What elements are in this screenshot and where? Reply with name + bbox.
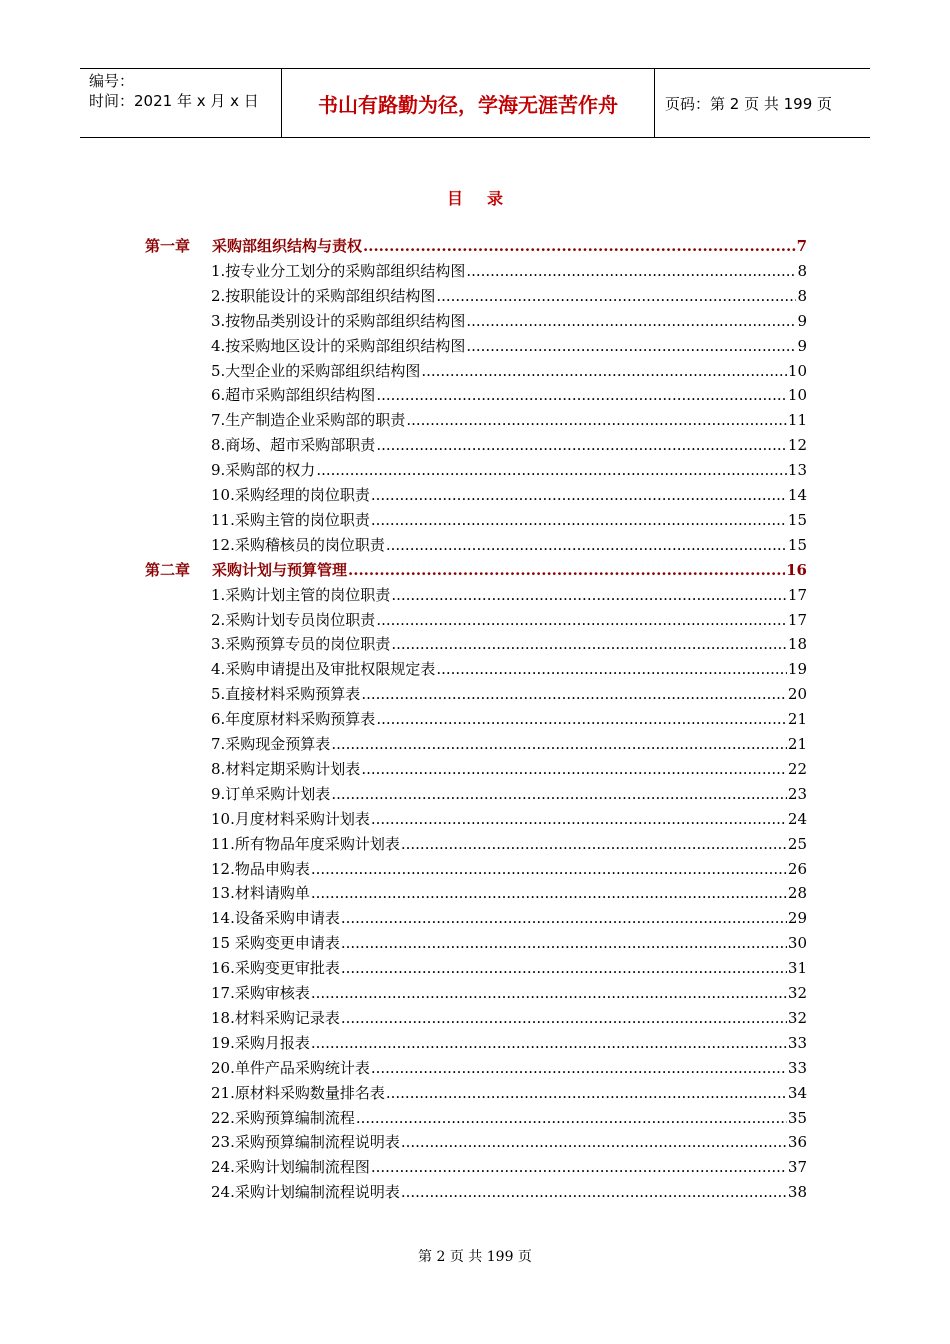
toc-item-row[interactable]: [211, 408, 807, 433]
dot-leader: [311, 857, 787, 882]
toc-item-label: 12.物品申购表: [211, 859, 310, 878]
toc-page-number: 10: [787, 386, 807, 405]
dot-leader: [466, 334, 796, 359]
toc-chapter-label: [145, 558, 347, 583]
toc-chapter-label: [145, 234, 362, 259]
toc-page-number: 17: [787, 610, 807, 629]
toc-item-label: 10.月度材料采购计划表: [211, 809, 370, 828]
dot-leader: [371, 1056, 787, 1081]
dot-leader: [316, 458, 787, 483]
dot-leader: [401, 1180, 787, 1205]
toc-item-label: 6.年度原材料采购预算表: [211, 710, 376, 729]
toc-page-number: 19: [787, 660, 807, 679]
toc-item-label: 9.采购部的权力: [211, 461, 316, 480]
time-label: 时间：2021 年 x 月 x 日: [89, 92, 259, 110]
dot-leader: [466, 259, 796, 284]
toc-item-label: 17.采购审核表: [211, 984, 310, 1002]
toc-item-row[interactable]: [211, 259, 807, 284]
toc-item-row[interactable]: [211, 981, 807, 1006]
dot-leader: [311, 1031, 787, 1056]
toc-page-number: 26: [787, 859, 807, 878]
toc-page-number: 38: [787, 1183, 807, 1202]
toc-item-row[interactable]: [211, 1155, 807, 1180]
dot-leader: [386, 1081, 787, 1106]
toc-page-number: 29: [787, 909, 807, 928]
toc-item-label: 7.生产制造企业采购部的职责: [211, 411, 406, 430]
toc-item-row[interactable]: [211, 508, 807, 533]
toc-item-label: 15 采购变更申请表: [211, 934, 340, 953]
toc-item-row[interactable]: [211, 707, 807, 732]
toc-chapter-row[interactable]: [145, 234, 807, 259]
toc-item-label: 11.所有物品年度采购计划表: [211, 834, 400, 853]
toc-page-number: 35: [787, 1108, 807, 1127]
toc-item-label: 5.大型企业的采购部组织结构图: [211, 361, 421, 380]
toc-item-label: 1.按专业分工划分的采购部组织结构图: [211, 261, 466, 280]
toc-page-number: 23: [787, 784, 807, 803]
toc-page-number: 9: [797, 311, 807, 330]
toc-item-row[interactable]: [211, 1130, 807, 1155]
toc-page-number: 13: [787, 461, 807, 480]
toc-item-row[interactable]: [211, 956, 807, 981]
toc-item-row[interactable]: [211, 1180, 807, 1205]
dot-leader: [401, 832, 787, 857]
toc-page-number: 33: [787, 1058, 807, 1077]
toc-page-number: 37: [787, 1158, 807, 1177]
toc-item-row[interactable]: [211, 1006, 807, 1031]
toc-item-label: 4.采购申请提出及审批权限规定表: [211, 660, 436, 679]
toc-item-label: 8.商场、超市采购部职责: [211, 436, 376, 455]
toc-item-label: 7.采购现金预算表: [211, 735, 331, 753]
toc-page-number: 24: [787, 809, 807, 828]
dot-leader: [436, 657, 787, 682]
toc-item-row[interactable]: [211, 757, 807, 782]
dot-leader: [341, 931, 787, 956]
toc-item-row[interactable]: [211, 433, 807, 458]
dot-leader: [421, 359, 787, 384]
dot-leader: [391, 632, 787, 657]
toc-item-row[interactable]: [211, 608, 807, 633]
dot-leader: [376, 608, 787, 633]
header-page-info: 页码：第 2 页 共 199 页: [665, 94, 833, 113]
toc-item-label: 5.直接材料采购预算表: [211, 685, 361, 704]
toc-page-number: 9: [797, 336, 807, 355]
dot-leader: [376, 707, 787, 732]
toc-page-number: 11: [787, 411, 807, 430]
dot-leader: [466, 309, 796, 334]
toc-item-row[interactable]: [211, 632, 807, 657]
toc-page-number: 10: [787, 361, 807, 380]
toc-page-number: 8: [797, 286, 807, 305]
dot-leader: [331, 732, 787, 757]
toc-item-label: 6.超市采购部组织结构图: [211, 386, 376, 405]
toc-page-number: 34: [787, 1083, 807, 1102]
toc-item-label: 2.采购计划专员岗位职责: [211, 610, 376, 629]
toc-page-number: 20: [787, 685, 807, 704]
dot-leader: [371, 807, 787, 832]
toc-item-row[interactable]: [211, 807, 807, 832]
dot-leader: [363, 234, 796, 259]
dot-leader: [376, 383, 787, 408]
toc-item-row[interactable]: [211, 782, 807, 807]
dot-leader: [341, 906, 787, 931]
dot-leader: [311, 881, 787, 906]
toc-chapter-title: 采购计划与预算管理: [212, 560, 348, 579]
toc-item-label: 11.采购主管的岗位职责: [211, 510, 370, 529]
toc-item-row[interactable]: [211, 533, 807, 558]
dot-leader: [341, 1006, 787, 1031]
toc-page-number: 36: [787, 1133, 807, 1152]
toc-page-number: 31: [787, 959, 807, 978]
toc-page-number: 21: [787, 735, 807, 753]
toc-page-number: 28: [787, 884, 807, 903]
toc-item-row[interactable]: [211, 284, 807, 309]
dot-leader: [391, 583, 787, 608]
toc-item-label: 20.单件产品采购统计表: [211, 1058, 370, 1077]
toc-item-row[interactable]: [211, 906, 807, 931]
toc-page-number: 32: [787, 984, 807, 1002]
toc-item-label: 21.原材料采购数量排名表: [211, 1083, 385, 1102]
toc-item-label: 22.采购预算编制流程: [211, 1108, 355, 1127]
dot-leader: [406, 408, 787, 433]
toc-item-row[interactable]: [211, 931, 807, 956]
toc-title: 目录: [446, 189, 527, 208]
toc-item-row[interactable]: [211, 359, 807, 384]
toc-item-label: 14.设备采购申请表: [211, 909, 340, 928]
toc-page-number: 16: [786, 560, 807, 579]
toc-item-label: 1.采购计划主管的岗位职责: [211, 585, 391, 604]
dot-leader: [348, 558, 785, 583]
dot-leader: [371, 483, 787, 508]
toc-item-row[interactable]: [211, 383, 807, 408]
toc-item-label: 2.按职能设计的采购部组织结构图: [211, 286, 436, 305]
toc-item-label: 8.材料定期采购计划表: [211, 759, 361, 778]
toc-item-row[interactable]: [211, 857, 807, 882]
toc-item-row[interactable]: [211, 583, 807, 608]
toc-item-label: 3.按物品类别设计的采购部组织结构图: [211, 311, 466, 330]
toc-item-row[interactable]: [211, 732, 807, 757]
toc-page-number: 15: [787, 510, 807, 529]
toc-page-number: 18: [787, 635, 807, 654]
toc-item-label: 23.采购预算编制流程说明表: [211, 1133, 400, 1152]
toc-item-label: 10.采购经理的岗位职责: [211, 486, 370, 504]
dot-leader: [401, 1130, 787, 1155]
toc-item-label: 24.采购计划编制流程说明表: [211, 1183, 400, 1202]
toc-item-row[interactable]: [211, 1081, 807, 1106]
code-label: 编号：: [89, 72, 135, 90]
toc-item-label: 9.订单采购计划表: [211, 784, 331, 803]
toc-item-label: 16.采购变更审批表: [211, 959, 340, 978]
toc-item-row[interactable]: [211, 657, 807, 682]
toc-page-number: 12: [787, 436, 807, 455]
toc-chapter-title: 采购部组织结构与责权: [212, 237, 363, 255]
toc-page-number: 14: [787, 486, 807, 504]
toc-item-label: 13.材料请购单: [211, 884, 310, 903]
toc-item-row[interactable]: [211, 682, 807, 707]
toc-page-number: 7: [796, 237, 807, 255]
dot-leader: [371, 1155, 787, 1180]
dot-leader: [311, 981, 787, 1006]
toc-chapter-number: 第二章: [145, 560, 191, 579]
dot-leader: [331, 782, 787, 807]
toc-item-row[interactable]: [211, 1031, 807, 1056]
toc-item-label: 19.采购月报表: [211, 1033, 310, 1052]
toc-item-row[interactable]: [211, 309, 807, 334]
toc-item-label: 3.采购预算专员的岗位职责: [211, 635, 391, 654]
toc-item-row[interactable]: [211, 334, 807, 359]
dot-leader: [361, 757, 787, 782]
toc-item-label: 18.材料采购记录表: [211, 1008, 340, 1027]
toc-chapter-number: 第一章: [145, 237, 191, 255]
toc-item-row[interactable]: [211, 1106, 807, 1131]
header-motto: 书山有路勤为径，学海无涯苦作舟: [282, 69, 655, 137]
dot-leader: [436, 284, 796, 309]
toc-item-row[interactable]: [211, 458, 807, 483]
toc-item-label: 12.采购稽核员的岗位职责: [211, 535, 385, 554]
page-header: [80, 68, 870, 138]
toc-page-number: 17: [787, 585, 807, 604]
page-footer: 第 2 页 共 199 页: [418, 1249, 532, 1265]
toc-page-number: 22: [787, 759, 807, 778]
toc-item-label: 24.采购计划编制流程图: [211, 1158, 370, 1177]
toc-page-number: 25: [787, 834, 807, 853]
toc-page-number: 21: [787, 710, 807, 729]
toc-chapter-row[interactable]: [145, 558, 807, 583]
dot-leader: [376, 433, 787, 458]
toc-item-label: 4.按采购地区设计的采购部组织结构图: [211, 336, 466, 355]
toc-item-row[interactable]: [211, 1056, 807, 1081]
dot-leader: [371, 508, 787, 533]
dot-leader: [386, 533, 787, 558]
dot-leader: [361, 682, 787, 707]
toc-item-row[interactable]: [211, 881, 807, 906]
dot-leader: [356, 1106, 787, 1131]
toc-page-number: 15: [787, 535, 807, 554]
header-meta: [80, 69, 282, 137]
toc-page-number: 30: [787, 934, 807, 953]
toc-page-number: 32: [787, 1008, 807, 1027]
toc-item-row[interactable]: [211, 832, 807, 857]
toc-page-number: 8: [797, 261, 807, 280]
toc-item-row[interactable]: [211, 483, 807, 508]
toc-page-number: 33: [787, 1033, 807, 1052]
dot-leader: [341, 956, 787, 981]
